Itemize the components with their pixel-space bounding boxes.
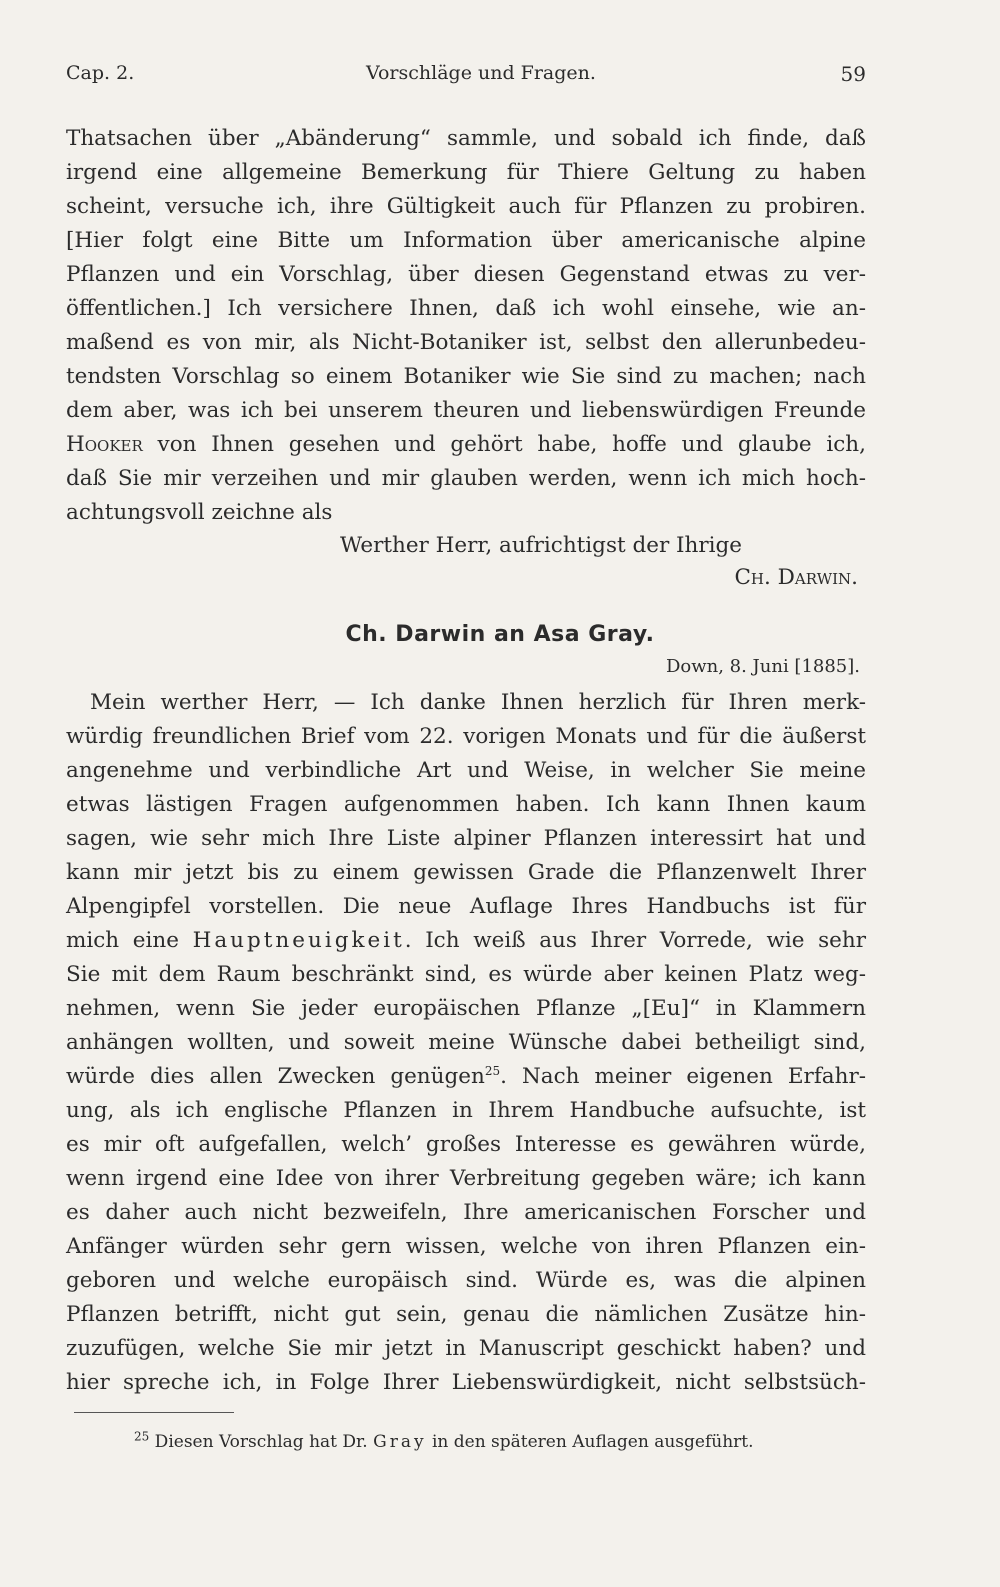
text-line: maßend es von mir, als Nicht-Botaniker ist, selbst den allerunbedeu-: [66, 330, 866, 355]
text-line: sagen, wie sehr mich Ihre Liste alpiner Pflanzen interessirt hat und: [66, 826, 866, 851]
footnote: $^{25}$ Diesen Vorschlag hat Dr. Gray in den späteren Auflagen ausgeführt.: [134, 1429, 754, 1452]
text-line: Pflanzen betrifft, nicht gut sein, genau die nämlichen Zusätze hin-: [66, 1302, 866, 1327]
letter-closing: Werther Herr, aufrichtigst der Ihrige: [340, 533, 743, 558]
chapter-label: Cap. 2.: [66, 62, 135, 84]
text-line: scheint, versuche ich, ihre Gültigkeit auch für Pflanzen zu probiren.: [66, 194, 866, 219]
text-line: zuzufügen, welche Sie mir jetzt in Manuscript geschickt haben? und: [66, 1336, 866, 1361]
signature: Ch. Darwin.: [734, 565, 858, 590]
text-line: anhängen wollten, und soweit meine Wünsche dabei betheiligt sind,: [66, 1030, 866, 1055]
text-line: Hooker von Ihnen gesehen und gehört habe, hoffe und glaube ich,: [66, 432, 866, 457]
text-line: angenehme und verbindliche Art und Weise, in welcher Sie meine: [66, 758, 866, 783]
footnote-reference: 25: [484, 1063, 501, 1078]
text-line: kann mir jetzt bis zu einem gewissen Grade die Pflanzenwelt Ihrer: [66, 860, 866, 885]
text-line: es mir oft aufgefallen, welch’ großes Interesse es gewähren würde,: [66, 1132, 866, 1157]
text-line: [Hier folgt eine Bitte um Information über americanische alpine: [66, 228, 866, 253]
text-line: geboren und welche europäisch sind. Würde es, was die alpinen: [66, 1268, 866, 1293]
text-line: Thatsachen über „Abänderung“ sammle, und sobald ich finde, daß: [66, 126, 866, 151]
footnote-divider: [74, 1412, 234, 1413]
text-line: es daher auch nicht bezweifeln, Ihre americanischen Forscher und: [66, 1200, 866, 1225]
text-line: Anfänger würden sehr gern wissen, welche von ihren Pflanzen ein-: [66, 1234, 866, 1259]
text-line: wenn irgend eine Idee von ihrer Verbreitung gegeben wäre; ich kann: [66, 1166, 866, 1191]
text-line: mich eine Hauptneuigkeit. Ich weiß aus Ihrer Vorrede, wie sehr: [66, 928, 866, 953]
page-number: 59: [840, 62, 866, 86]
text-line: Mein werther Herr, — Ich danke Ihnen herzlich für Ihren merk-: [90, 690, 866, 715]
text-line: öffentlichen.] Ich versichere Ihnen, daß ich wohl einsehe, wie an-: [66, 296, 866, 321]
text-line: ung, als ich englische Pflanzen in Ihrem Handbuche aufsuchte, ist: [66, 1098, 866, 1123]
text-line: dem aber, was ich bei unserem theuren und liebenswürdigen Freunde: [66, 398, 866, 423]
text-line: achtungsvoll zeichne als: [66, 500, 333, 525]
letter-heading: Ch. Darwin an Asa Gray.: [345, 622, 655, 647]
dateline: Down, 8. Juni [1885].: [665, 656, 860, 677]
text-line: Pflanzen und ein Vorschlag, über diesen Gegenstand etwas zu ver-: [66, 262, 866, 287]
text-line: würde dies allen Zwecken genügen$^{25}$. Nach meiner eigenen Erfahr-: [66, 1063, 866, 1089]
footnote-number: 25: [134, 1429, 150, 1444]
text-line: tendsten Vorschlag so einem Botaniker wie Sie sind zu machen; nach: [66, 364, 866, 389]
running-header: [66, 62, 866, 92]
text-line: nehmen, wenn Sie jeder europäischen Pflanze „[Eu]“ in Klammern: [66, 996, 866, 1021]
text-line: irgend eine allgemeine Bemerkung für Thiere Geltung zu haben: [66, 160, 866, 185]
name-hooker: Hooker: [66, 432, 143, 457]
text-line: hier spreche ich, in Folge Ihrer Liebenswürdigkeit, nicht selbstsüch-: [66, 1370, 866, 1395]
text-line: Alpengipfel vorstellen. Die neue Auflage Ihres Handbuchs ist für: [66, 894, 866, 919]
text-line: daß Sie mir verzeihen und mir glauben werden, wenn ich mich hoch-: [66, 466, 866, 491]
emphasized-word: Hauptneuigkeit: [192, 928, 405, 953]
text-line: würdig freundlichen Brief vom 22. vorigen Monats und für die äußerst: [66, 724, 866, 749]
running-title: Vorschläge und Fragen.: [366, 62, 596, 84]
text-line: Sie mit dem Raum beschränkt sind, es würde aber keinen Platz weg-: [66, 962, 866, 987]
text-line: etwas lästigen Fragen aufgenommen haben. Ich kann Ihnen kaum: [66, 792, 866, 817]
emphasized-word: Gray: [373, 1432, 427, 1452]
